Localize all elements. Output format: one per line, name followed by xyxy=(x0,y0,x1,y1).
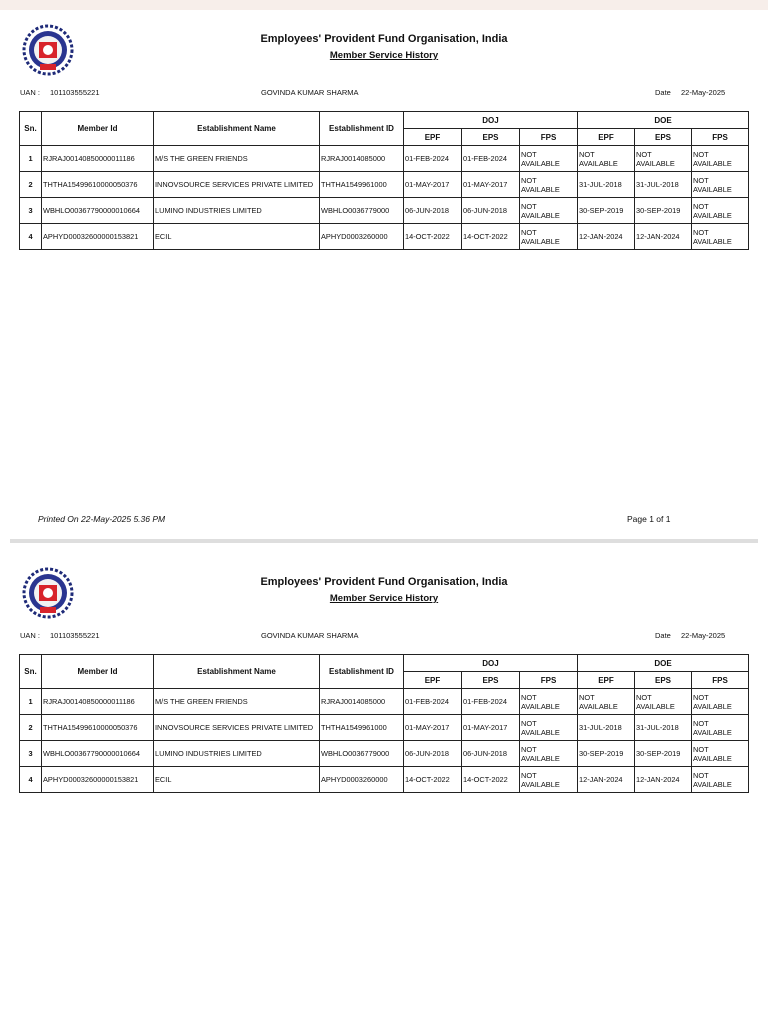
header-doe-epf: EPF xyxy=(578,129,635,146)
table-row xyxy=(20,715,749,741)
uan-value: 101103555221 xyxy=(50,88,100,97)
cell-doj-fps: NOT AVAILABLE xyxy=(520,741,578,767)
cell-member-id: THTHA15499610000050376 xyxy=(42,715,154,741)
cell-sn: 3 xyxy=(20,198,42,224)
header-establishment-id: Establishment ID xyxy=(320,112,404,146)
cell-doe-epf: NOT AVAILABLE xyxy=(578,689,635,715)
cell-member-id: APHYD00032600000153821 xyxy=(42,224,154,250)
cell-doj-epf: 01-MAY-2017 xyxy=(404,172,462,198)
cell-member-id: APHYD00032600000153821 xyxy=(42,767,154,793)
date-value: 22-May-2025 xyxy=(681,88,726,97)
header-doj-epf: EPF xyxy=(404,129,462,146)
header-establishment-name: Establishment Name xyxy=(154,655,320,689)
uan-label: UAN : xyxy=(20,631,41,640)
cell-doj-epf: 01-MAY-2017 xyxy=(404,715,462,741)
printed-on: Printed On 22-May-2025 5.36 PM xyxy=(38,514,166,524)
cell-doj-epf: 14-OCT-2022 xyxy=(404,224,462,250)
cell-sn: 1 xyxy=(20,689,42,715)
cell-sn: 3 xyxy=(20,741,42,767)
cell-establishment-id: RJRAJ0014085000 xyxy=(320,689,404,715)
table-row xyxy=(20,172,749,198)
cell-sn: 2 xyxy=(20,172,42,198)
header-doj-fps: FPS xyxy=(520,129,578,146)
cell-doe-eps: 12-JAN-2024 xyxy=(635,767,692,793)
cell-doe-eps: 31-JUL-2018 xyxy=(635,172,692,198)
cell-doj-eps: 14-OCT-2022 xyxy=(462,224,520,250)
cell-doe-fps: NOT AVAILABLE xyxy=(692,741,749,767)
service-history-table xyxy=(19,654,749,793)
document-title: Member Service History xyxy=(329,593,439,604)
cell-doj-eps: 01-MAY-2017 xyxy=(462,715,520,741)
header-doe: DOE xyxy=(578,655,749,672)
cell-establishment-name: INNOVSOURCE SERVICES PRIVATE LIMITED xyxy=(154,172,320,198)
cell-doj-epf: 01-FEB-2024 xyxy=(404,689,462,715)
table-row xyxy=(20,767,749,793)
header-doj-eps: EPS xyxy=(462,672,520,689)
date-label: Date xyxy=(655,88,671,97)
cell-doj-epf: 06-JUN-2018 xyxy=(404,741,462,767)
cell-doj-fps: NOT AVAILABLE xyxy=(520,172,578,198)
header-doe-eps: EPS xyxy=(635,672,692,689)
cell-doj-epf: 06-JUN-2018 xyxy=(404,198,462,224)
cell-doe-eps: 31-JUL-2018 xyxy=(635,715,692,741)
cell-doj-eps: 01-MAY-2017 xyxy=(462,172,520,198)
cell-doj-fps: NOT AVAILABLE xyxy=(520,689,578,715)
header-doj: DOJ xyxy=(404,112,578,129)
cell-doj-eps: 01-FEB-2024 xyxy=(462,146,520,172)
date-label: Date xyxy=(655,631,671,640)
uan-label: UAN : xyxy=(20,88,41,97)
header-establishment-id: Establishment ID xyxy=(320,655,404,689)
cell-doj-eps: 06-JUN-2018 xyxy=(462,741,520,767)
cell-doe-epf: 31-JUL-2018 xyxy=(578,715,635,741)
cell-doe-fps: NOT AVAILABLE xyxy=(692,689,749,715)
service-history-table xyxy=(19,111,749,250)
table-row xyxy=(20,689,749,715)
table-row xyxy=(20,146,749,172)
header-establishment-name: Establishment Name xyxy=(154,112,320,146)
cell-doe-epf: NOT AVAILABLE xyxy=(578,146,635,172)
org-title: Employees' Provident Fund Organisation, India xyxy=(260,33,508,45)
cell-establishment-id: WBHLO0036779000 xyxy=(320,198,404,224)
cell-establishment-name: M/S THE GREEN FRIENDS xyxy=(154,689,320,715)
header-doj: DOJ xyxy=(404,655,578,672)
cell-establishment-name: ECIL xyxy=(154,767,320,793)
header-member-id: Member Id xyxy=(42,112,154,146)
cell-doe-epf: 12-JAN-2024 xyxy=(578,767,635,793)
member-name: GOVINDA KUMAR SHARMA xyxy=(261,88,359,97)
cell-establishment-id: THTHA1549961000 xyxy=(320,172,404,198)
cell-doe-eps: 30-SEP-2019 xyxy=(635,198,692,224)
cell-doe-epf: 12-JAN-2024 xyxy=(578,224,635,250)
cell-doj-fps: NOT AVAILABLE xyxy=(520,715,578,741)
cell-doe-fps: NOT AVAILABLE xyxy=(692,715,749,741)
uan-value: 101103555221 xyxy=(50,631,100,640)
cell-sn: 1 xyxy=(20,146,42,172)
header-member-id: Member Id xyxy=(42,655,154,689)
cell-establishment-name: M/S THE GREEN FRIENDS xyxy=(154,146,320,172)
header-doj-eps: EPS xyxy=(462,129,520,146)
document-title: Member Service History xyxy=(329,50,439,61)
document-page-2 xyxy=(0,543,768,1024)
cell-sn: 4 xyxy=(20,767,42,793)
cell-doe-eps: NOT AVAILABLE xyxy=(635,146,692,172)
cell-doj-eps: 14-OCT-2022 xyxy=(462,767,520,793)
cell-doe-eps: NOT AVAILABLE xyxy=(635,689,692,715)
org-title: Employees' Provident Fund Organisation, India xyxy=(260,576,508,588)
cell-establishment-id: RJRAJ0014085000 xyxy=(320,146,404,172)
table-row xyxy=(20,741,749,767)
cell-doj-epf: 14-OCT-2022 xyxy=(404,767,462,793)
cell-establishment-id: APHYD0003260000 xyxy=(320,767,404,793)
table-row xyxy=(20,198,749,224)
cell-establishment-name: LUMINO INDUSTRIES LIMITED xyxy=(154,741,320,767)
cell-establishment-name: LUMINO INDUSTRIES LIMITED xyxy=(154,198,320,224)
cell-member-id: WBHLO00367790000010664 xyxy=(42,198,154,224)
cell-doe-fps: NOT AVAILABLE xyxy=(692,224,749,250)
cell-doe-epf: 31-JUL-2018 xyxy=(578,172,635,198)
table-row xyxy=(20,224,749,250)
cell-establishment-id: THTHA1549961000 xyxy=(320,715,404,741)
cell-doj-fps: NOT AVAILABLE xyxy=(520,146,578,172)
header-doj-epf: EPF xyxy=(404,672,462,689)
cell-doe-eps: 30-SEP-2019 xyxy=(635,741,692,767)
cell-establishment-id: WBHLO0036779000 xyxy=(320,741,404,767)
cell-doj-fps: NOT AVAILABLE xyxy=(520,767,578,793)
cell-member-id: WBHLO00367790000010664 xyxy=(42,741,154,767)
cell-member-id: RJRAJ00140850000011186 xyxy=(42,146,154,172)
header-doe-fps: FPS xyxy=(692,672,749,689)
cell-doj-fps: NOT AVAILABLE xyxy=(520,224,578,250)
header-sn: Sn. xyxy=(20,655,42,689)
cell-sn: 2 xyxy=(20,715,42,741)
cell-doj-fps: NOT AVAILABLE xyxy=(520,198,578,224)
cell-member-id: RJRAJ00140850000011186 xyxy=(42,689,154,715)
page-number: Page 1 of 1 xyxy=(627,514,671,524)
cell-doe-epf: 30-SEP-2019 xyxy=(578,198,635,224)
cell-member-id: THTHA15499610000050376 xyxy=(42,172,154,198)
header-doe-epf: EPF xyxy=(578,672,635,689)
cell-establishment-id: APHYD0003260000 xyxy=(320,224,404,250)
cell-establishment-name: ECIL xyxy=(154,224,320,250)
cell-doe-fps: NOT AVAILABLE xyxy=(692,146,749,172)
header-doe-fps: FPS xyxy=(692,129,749,146)
cell-doe-fps: NOT AVAILABLE xyxy=(692,767,749,793)
cell-doe-epf: 30-SEP-2019 xyxy=(578,741,635,767)
date-value: 22-May-2025 xyxy=(681,631,726,640)
cell-doj-eps: 06-JUN-2018 xyxy=(462,198,520,224)
cell-doe-fps: NOT AVAILABLE xyxy=(692,198,749,224)
cell-sn: 4 xyxy=(20,224,42,250)
header-doe: DOE xyxy=(578,112,749,129)
cell-doe-eps: 12-JAN-2024 xyxy=(635,224,692,250)
member-name: GOVINDA KUMAR SHARMA xyxy=(261,631,359,640)
cell-establishment-name: INNOVSOURCE SERVICES PRIVATE LIMITED xyxy=(154,715,320,741)
cell-doj-epf: 01-FEB-2024 xyxy=(404,146,462,172)
header-doj-fps: FPS xyxy=(520,672,578,689)
cell-doj-eps: 01-FEB-2024 xyxy=(462,689,520,715)
cell-doe-fps: NOT AVAILABLE xyxy=(692,172,749,198)
header-doe-eps: EPS xyxy=(635,129,692,146)
header-sn: Sn. xyxy=(20,112,42,146)
